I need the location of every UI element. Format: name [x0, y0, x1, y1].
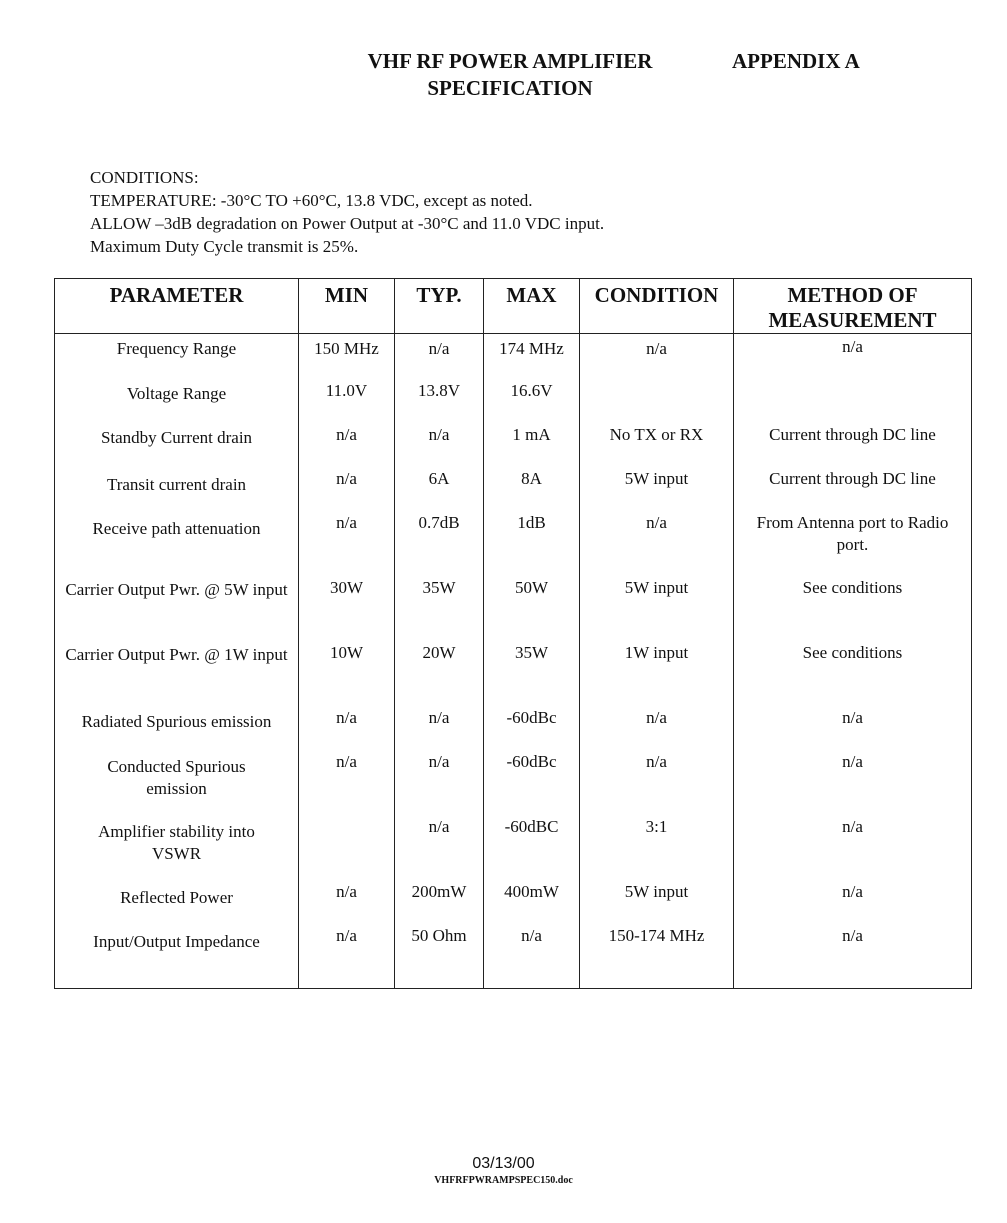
cell-condition: 150-174 MHz [580, 923, 734, 989]
cell-min: n/a [299, 466, 395, 510]
cell-typ: 13.8V [395, 378, 484, 422]
cell-typ: 6A [395, 466, 484, 510]
header-condition: CONDITION [580, 279, 734, 334]
title-line-1: VHF RF POWER AMPLIFIER [367, 49, 653, 73]
cell-method: n/a [734, 749, 972, 814]
cell-max: -60dBc [484, 749, 580, 814]
cell-method: n/a [734, 923, 972, 989]
cell-min: 10W [299, 640, 395, 705]
cell-method: n/a [734, 879, 972, 923]
cell-condition: 5W input [580, 466, 734, 510]
cell-max: 1 mA [484, 422, 580, 466]
header-max: MAX [484, 279, 580, 334]
condition-degradation: ALLOW –3dB degradation on Power Output at -30°C and 11.0 VDC input. [90, 214, 605, 233]
cell-max: 1dB [484, 510, 580, 575]
cell-method: Current through DC line [734, 466, 972, 510]
cell-min: 150 MHz [299, 334, 395, 378]
cell-typ: n/a [395, 422, 484, 466]
cell-parameter: Radiated Spurious emission [55, 705, 299, 749]
cell-typ: n/a [395, 334, 484, 378]
table-row [55, 466, 972, 510]
table-row [55, 510, 972, 575]
header-min: MIN [299, 279, 395, 334]
cell-condition: No TX or RX [580, 422, 734, 466]
cell-max: 8A [484, 466, 580, 510]
cell-typ: n/a [395, 814, 484, 879]
condition-duty-cycle: Maximum Duty Cycle transmit is 25%. [90, 237, 359, 256]
cell-parameter: Standby Current drain [55, 422, 299, 466]
cell-max: 50W [484, 575, 580, 640]
cell-min: n/a [299, 923, 395, 989]
cell-min: n/a [299, 749, 395, 814]
cell-typ: 20W [395, 640, 484, 705]
cell-condition [580, 378, 734, 422]
cell-parameter: Carrier Output Pwr. @ 5W input [55, 575, 299, 640]
cell-method: See conditions [734, 575, 972, 640]
cell-method: n/a [734, 334, 972, 378]
cell-min: 11.0V [299, 378, 395, 422]
cell-min: n/a [299, 879, 395, 923]
cell-typ: n/a [395, 749, 484, 814]
table-row [55, 749, 972, 814]
cell-parameter: Input/Output Impedance [55, 923, 299, 989]
cell-min: 30W [299, 575, 395, 640]
table-row [55, 879, 972, 923]
cell-parameter: Carrier Output Pwr. @ 1W input [55, 640, 299, 705]
cell-typ: n/a [395, 705, 484, 749]
cell-max: 400mW [484, 879, 580, 923]
cell-method: From Antenna port to Radio port. [734, 510, 972, 575]
cell-parameter: Reflected Power [55, 879, 299, 923]
cell-method: n/a [734, 705, 972, 749]
cell-parameter: Amplifier stability into VSWR [55, 814, 299, 879]
table-row [55, 575, 972, 640]
footer-date: 03/13/00 [472, 1155, 535, 1172]
header-parameter: PARAMETER [55, 279, 299, 334]
table-row [55, 705, 972, 749]
cell-condition: 5W input [580, 575, 734, 640]
cell-min: n/a [299, 705, 395, 749]
cell-parameter: Conducted Spurious emission [55, 749, 299, 814]
cell-condition: n/a [580, 510, 734, 575]
cell-min: n/a [299, 422, 395, 466]
cell-max: n/a [484, 923, 580, 989]
cell-max: 35W [484, 640, 580, 705]
table-row [55, 422, 972, 466]
appendix-label: APPENDIX A [732, 49, 860, 73]
cell-max: 174 MHz [484, 334, 580, 378]
cell-parameter: Voltage Range [55, 378, 299, 422]
spec-table [54, 278, 972, 989]
table-row [55, 378, 972, 422]
cell-condition: n/a [580, 749, 734, 814]
document-title [300, 48, 720, 102]
cell-method: n/a [734, 814, 972, 879]
cell-condition: n/a [580, 705, 734, 749]
table-header-row [55, 279, 972, 334]
cell-min: n/a [299, 510, 395, 575]
condition-temperature: TEMPERATURE: -30°C TO +60°C, 13.8 VDC, except as noted. [90, 191, 533, 210]
footer-filename: VHFRFPWRAMPSPEC150.doc [434, 1175, 573, 1186]
cell-min [299, 814, 395, 879]
conditions-heading: CONDITIONS: [90, 168, 199, 187]
cell-typ: 200mW [395, 879, 484, 923]
cell-typ: 35W [395, 575, 484, 640]
cell-max: 16.6V [484, 378, 580, 422]
cell-condition: 1W input [580, 640, 734, 705]
cell-max: -60dBc [484, 705, 580, 749]
cell-condition: 3:1 [580, 814, 734, 879]
cell-parameter: Transit current drain [55, 466, 299, 510]
cell-parameter: Receive path attenuation [55, 510, 299, 575]
cell-method: See conditions [734, 640, 972, 705]
title-line-2: SPECIFICATION [427, 76, 593, 100]
header-method: METHOD OF MEASUREMENT [734, 279, 972, 334]
cell-parameter: Frequency Range [55, 334, 299, 378]
cell-typ: 0.7dB [395, 510, 484, 575]
cell-condition: n/a [580, 334, 734, 378]
conditions-block [90, 166, 604, 258]
cell-max: -60dBC [484, 814, 580, 879]
header-typ: TYP. [395, 279, 484, 334]
cell-condition: 5W input [580, 879, 734, 923]
table-row [55, 923, 972, 989]
cell-typ: 50 Ohm [395, 923, 484, 989]
cell-method [734, 378, 972, 422]
table-row [55, 640, 972, 705]
cell-method: Current through DC line [734, 422, 972, 466]
table-row [55, 334, 972, 378]
table-row [55, 814, 972, 879]
